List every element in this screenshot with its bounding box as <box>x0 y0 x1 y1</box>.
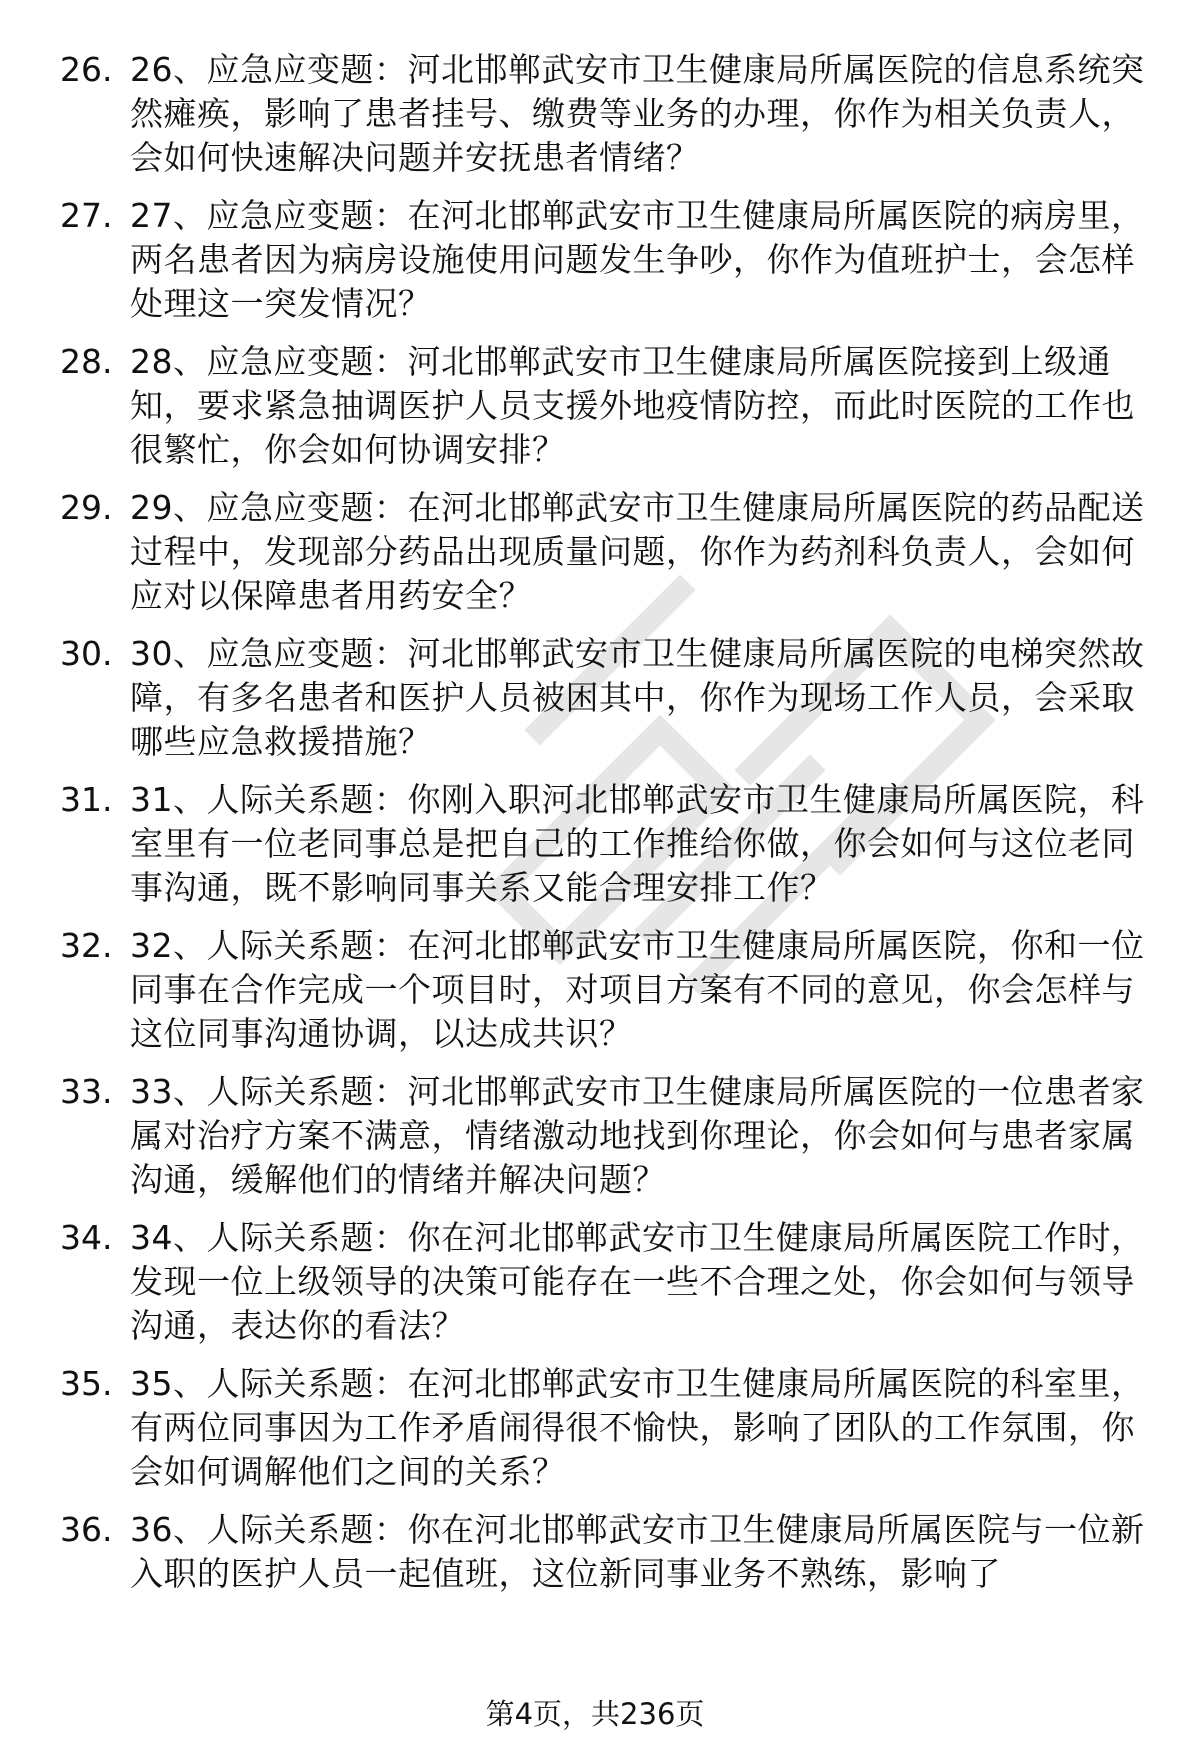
list-item <box>60 1362 1150 1494</box>
list-item <box>60 1508 1150 1596</box>
question-text: 31、人际关系题：你刚入职河北邯郸武安市卫生健康局所属医院，科室里有一位老同事总是把自己的工作推给你做，你会如何与这位老同事沟通，既不影响同事关系又能合理安排工作？ <box>130 780 1145 907</box>
list-item <box>60 340 1150 472</box>
question-number: 30. <box>60 634 113 673</box>
question-number: 36. <box>60 1510 113 1549</box>
question-text: 36、人际关系题：你在河北邯郸武安市卫生健康局所属医院与一位新入职的医护人员一起值班，这位新同事业务不熟练，影响了 <box>130 1510 1145 1593</box>
question-number: 31. <box>60 780 113 819</box>
question-text: 26、应急应变题：河北邯郸武安市卫生健康局所属医院的信息系统突然瘫痪，影响了患者挂号、缴费等业务的办理，你作为相关负责人，会如何快速解决问题并安抚患者情绪？ <box>130 50 1145 177</box>
question-number: 32. <box>60 926 113 965</box>
question-text: 34、人际关系题：你在河北邯郸武安市卫生健康局所属医院工作时，发现一位上级领导的决策可能存在一些不合理之处，你会如何与领导沟通，表达你的看法？ <box>130 1218 1145 1345</box>
question-text: 32、人际关系题：在河北邯郸武安市卫生健康局所属医院，你和一位同事在合作完成一个项目时，对项目方案有不同的意见，你会怎样与这位同事沟通协调，以达成共识？ <box>130 926 1145 1053</box>
list-item <box>60 48 1150 180</box>
question-number: 29. <box>60 488 113 527</box>
question-number: 27. <box>60 196 113 235</box>
question-text: 33、人际关系题：河北邯郸武安市卫生健康局所属医院的一位患者家属对治疗方案不满意，情绪激动地找到你理论，你会如何与患者家属沟通，缓解他们的情绪并解决问题？ <box>130 1072 1145 1199</box>
question-text: 27、应急应变题：在河北邯郸武安市卫生健康局所属医院的病房里，两名患者因为病房设施使用问题发生争吵，你作为值班护士，会怎样处理这一突发情况？ <box>130 196 1145 323</box>
question-list <box>60 48 1150 1610</box>
list-item <box>60 194 1150 326</box>
question-number: 35. <box>60 1364 113 1403</box>
question-number: 34. <box>60 1218 113 1257</box>
list-item <box>60 778 1150 910</box>
list-item <box>60 1216 1150 1348</box>
question-text: 30、应急应变题：河北邯郸武安市卫生健康局所属医院的电梯突然故障，有多名患者和医护人员被困其中，你作为现场工作人员，会采取哪些应急救援措施？ <box>130 634 1145 761</box>
question-text: 29、应急应变题：在河北邯郸武安市卫生健康局所属医院的药品配送过程中，发现部分药品出现质量问题，你作为药剂科负责人，会如何应对以保障患者用药安全？ <box>130 488 1145 615</box>
list-item <box>60 632 1150 764</box>
page-footer: 第4页，共236页 <box>485 1697 705 1731</box>
question-text: 35、人际关系题：在河北邯郸武安市卫生健康局所属医院的科室里，有两位同事因为工作矛盾闹得很不愉快，影响了团队的工作氛围，你会如何调解他们之间的关系？ <box>130 1364 1145 1491</box>
list-item <box>60 1070 1150 1202</box>
list-item <box>60 486 1150 618</box>
list-item <box>60 924 1150 1056</box>
question-number: 28. <box>60 342 113 381</box>
question-number: 33. <box>60 1072 113 1111</box>
question-text: 28、应急应变题：河北邯郸武安市卫生健康局所属医院接到上级通知，要求紧急抽调医护人员支援外地疫情防控，而此时医院的工作也很繁忙，你会如何协调安排？ <box>130 342 1135 469</box>
question-number: 26. <box>60 50 113 89</box>
